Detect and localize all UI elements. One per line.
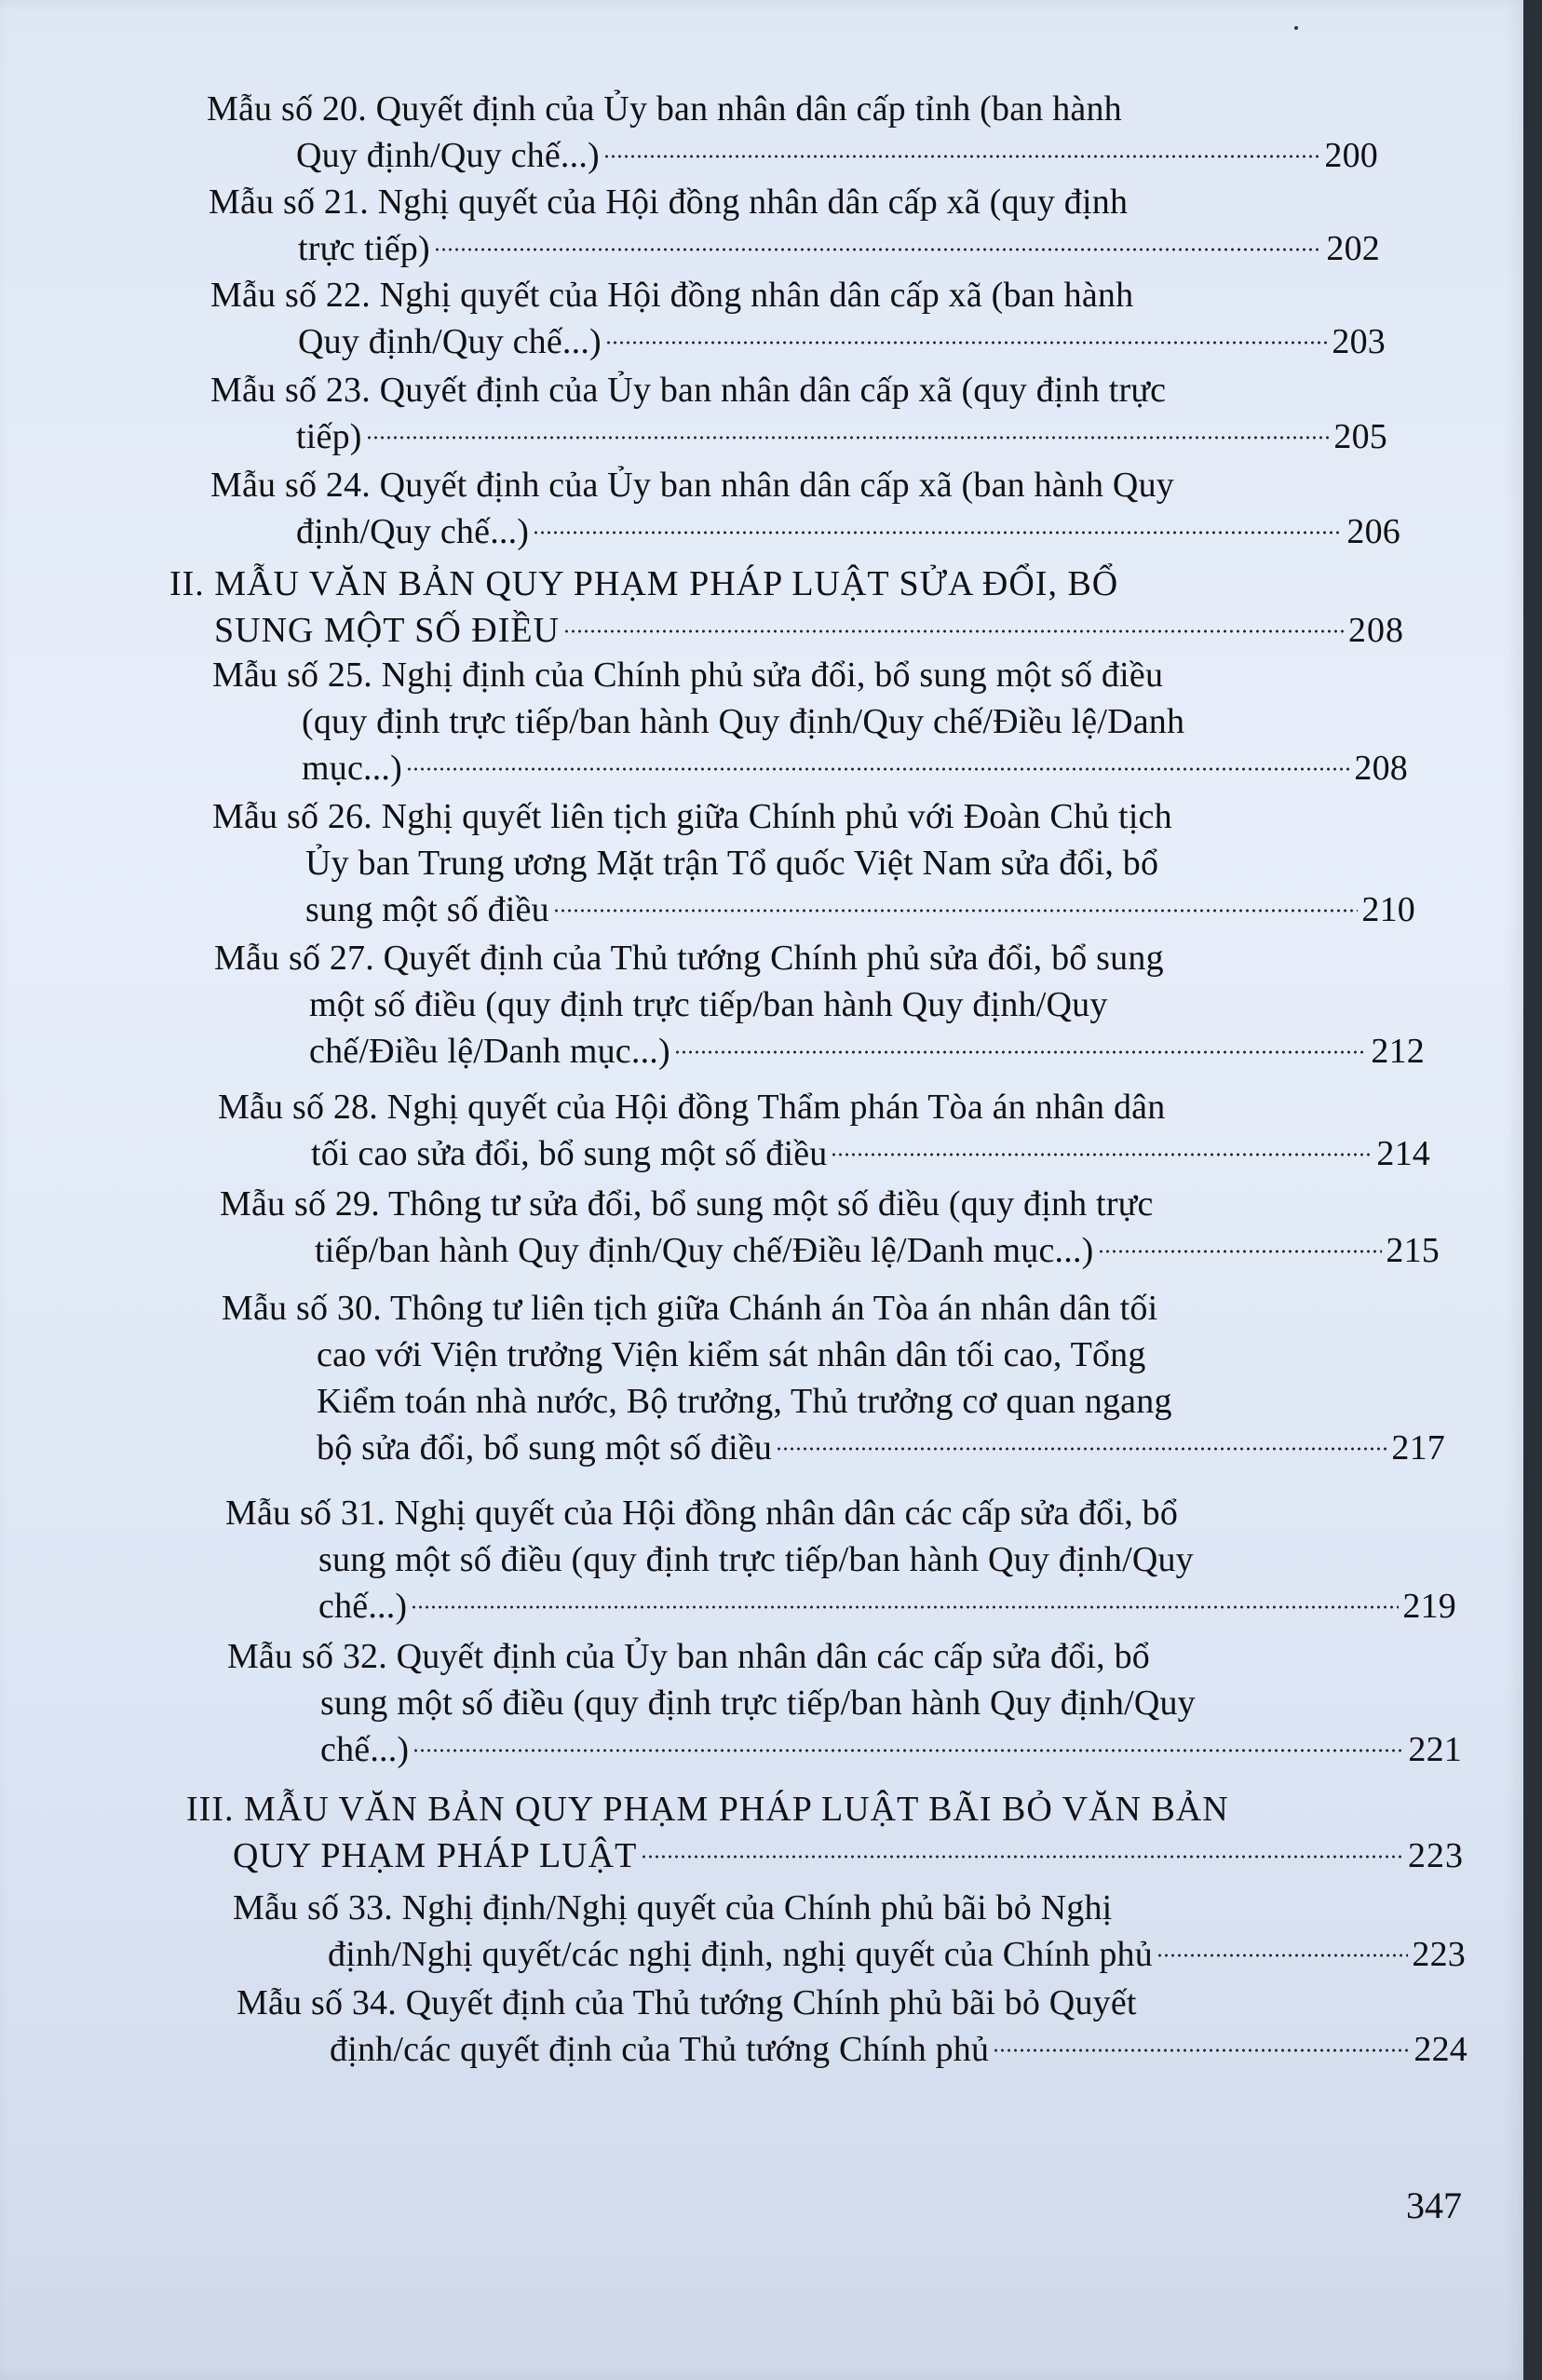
toc-entry-line: Mẫu số 28. Nghị quyết của Hội đồng Thẩm phán Tòa án nhân dân xyxy=(218,1088,1166,1127)
toc-entry-title-end: chế...) xyxy=(320,1730,410,1769)
dot-leader xyxy=(603,155,1321,158)
toc-page-number: 224 xyxy=(1414,2030,1468,2069)
toc-page-number: 205 xyxy=(1333,417,1387,456)
toc-entry-line: Mẫu số 22. Nghị quyết của Hội đồng nhân dân cấp xã (ban hành xyxy=(210,276,1134,315)
dot-leader xyxy=(776,1447,1387,1451)
toc-entry-title-end: mục...) xyxy=(302,749,402,788)
toc-page-number: 208 xyxy=(1348,611,1404,650)
toc-entry-line: Kiểm toán nhà nước, Bộ trưởng, Thủ trưởng cơ quan ngang xyxy=(317,1382,1172,1421)
dot-leader xyxy=(406,767,1350,771)
dot-leader xyxy=(366,436,1331,439)
dot-leader xyxy=(411,1605,1399,1609)
toc-entry xyxy=(186,1786,1464,1879)
toc-page-number: 203 xyxy=(1332,322,1386,361)
toc-entry-line: Mẫu số 20. Quyết định của Ủy ban nhân dân cấp tỉnh (ban hành xyxy=(207,89,1122,128)
dot-leader xyxy=(553,909,1359,913)
toc-page-number: 217 xyxy=(1391,1428,1445,1467)
toc-entry-title-end: QUY PHẠM PHÁP LUẬT xyxy=(233,1836,638,1875)
toc-page-number: 208 xyxy=(1354,749,1408,788)
toc-entry xyxy=(214,935,1425,1075)
toc-entry-line: Mẫu số 26. Nghị quyết liên tịch giữa Chính phủ với Đoàn Chủ tịch xyxy=(212,797,1172,836)
toc-entry xyxy=(210,462,1400,555)
toc-entry xyxy=(233,1885,1466,1978)
toc-page-number: 214 xyxy=(1376,1134,1430,1173)
toc-entry-title-end: chế/Điều lệ/Danh mục...) xyxy=(309,1032,670,1071)
toc-entry-title-end: tiếp) xyxy=(296,417,362,456)
toc-entry-line: Mẫu số 24. Quyết định của Ủy ban nhân dân cấp xã (ban hành Quy xyxy=(210,466,1174,505)
toc-page-number: 210 xyxy=(1361,890,1415,929)
toc-entry-line: Mẫu số 21. Nghị quyết của Hội đồng nhân dân cấp xã (quy định xyxy=(209,183,1129,222)
toc-entry xyxy=(207,86,1378,179)
toc-entry xyxy=(212,652,1408,791)
toc-entry-line: một số điều (quy định trực tiếp/ban hành Quy định/Quy xyxy=(309,985,1108,1024)
dot-leader xyxy=(674,1050,1368,1054)
toc-page-number: 212 xyxy=(1371,1032,1425,1071)
toc-entry-line: Mẫu số 27. Quyết định của Thủ tướng Chính phủ sửa đổi, bổ sung xyxy=(214,939,1164,978)
toc-page-number: 223 xyxy=(1408,1836,1464,1875)
dot-leader xyxy=(434,248,1323,251)
toc-entry xyxy=(210,367,1387,460)
toc-entry-title-end: định/các quyết định của Thủ tướng Chính phủ xyxy=(330,2030,990,2069)
toc-page-number: 219 xyxy=(1402,1587,1456,1626)
toc-page-number: 202 xyxy=(1326,229,1380,268)
dot-leader xyxy=(605,341,1329,345)
toc-entry-title-end: bộ sửa đổi, bổ sung một số điều xyxy=(317,1428,773,1467)
dot-leader xyxy=(533,531,1343,534)
toc-entry xyxy=(210,272,1386,365)
toc-entry-title-end: tiếp/ban hành Quy định/Quy chế/Điều lệ/Danh mục...) xyxy=(315,1231,1094,1270)
toc-entry-line: Mẫu số 30. Thông tư liên tịch giữa Chánh án Tòa án nhân dân tối xyxy=(222,1289,1158,1328)
toc-entry-line: II. MẪU VĂN BẢN QUY PHẠM PHÁP LUẬT SỬA ĐỔI, BỔ xyxy=(169,564,1119,603)
toc-entry xyxy=(220,1181,1440,1274)
dot-leader xyxy=(1098,1250,1383,1253)
toc-entry-line: Mẫu số 34. Quyết định của Thủ tướng Chính phủ bãi bỏ Quyết xyxy=(237,1983,1137,2022)
page-number: 347 xyxy=(1406,2184,1462,2226)
toc-entry-title-end: định/Nghị quyết/các nghị định, nghị quyết của Chính phủ xyxy=(328,1935,1153,1974)
toc-entry xyxy=(222,1285,1445,1471)
toc-entry-line: Mẫu số 33. Nghị định/Nghị quyết của Chính phủ bãi bỏ Nghị xyxy=(233,1888,1113,1927)
toc-entry xyxy=(225,1490,1456,1629)
toc-page-number: 206 xyxy=(1346,512,1400,551)
dot-leader xyxy=(1156,1954,1408,1957)
toc-entry xyxy=(169,561,1404,654)
toc-entry-line: Mẫu số 31. Nghị quyết của Hội đồng nhân dân các cấp sửa đổi, bổ xyxy=(225,1494,1179,1533)
toc-entry-line: Mẫu số 29. Thông tư sửa đổi, bổ sung một số điều (quy định trực xyxy=(220,1184,1154,1224)
toc-entry-title-end: định/Quy chế...) xyxy=(296,512,530,551)
toc-entry-line: cao với Viện trưởng Viện kiểm sát nhân dân tối cao, Tổng xyxy=(317,1335,1146,1374)
toc-entry-title-end: SUNG MỘT SỐ ĐIỀU xyxy=(214,611,561,650)
toc-entry-line: sung một số điều (quy định trực tiếp/ban hành Quy định/Quy xyxy=(318,1540,1194,1579)
toc-entry-line: Mẫu số 25. Nghị định của Chính phủ sửa đổi, bổ sung một số điều xyxy=(212,656,1164,695)
toc-entry xyxy=(212,793,1415,933)
toc-entry-line: (quy định trực tiếp/ban hành Quy định/Quy chế/Điều lệ/Danh xyxy=(302,702,1185,741)
toc-entry-line: Mẫu số 32. Quyết định của Ủy ban nhân dân các cấp sửa đổi, bổ xyxy=(227,1637,1150,1676)
dot-leader xyxy=(831,1153,1373,1156)
toc-entry-line: Ủy ban Trung ương Mặt trận Tổ quốc Việt Nam sửa đổi, bổ xyxy=(305,844,1159,883)
toc-entry-title-end: tối cao sửa đổi, bổ sung một số điều xyxy=(311,1134,828,1173)
toc-entry-line: sung một số điều (quy định trực tiếp/ban hành Quy định/Quy xyxy=(320,1684,1196,1723)
toc-page-number: 215 xyxy=(1386,1231,1440,1270)
dot-leader xyxy=(563,629,1345,633)
toc-entry xyxy=(237,1980,1468,2073)
toc-entry-line: III. MẪU VĂN BẢN QUY PHẠM PHÁP LUẬT BÃI BỎ VĂN BẢN xyxy=(186,1790,1229,1829)
toc-entry xyxy=(218,1084,1430,1177)
toc-entry-title-end: sung một số điều xyxy=(305,890,549,929)
toc-entry-title-end: chế...) xyxy=(318,1587,408,1626)
toc-page-number: 221 xyxy=(1408,1730,1462,1769)
toc-entry xyxy=(209,179,1380,272)
dot-leader xyxy=(993,2049,1410,2052)
toc-page-number: 223 xyxy=(1412,1935,1466,1974)
dot-leader xyxy=(413,1749,1404,1752)
toc-entry-title-end: Quy định/Quy chế...) xyxy=(298,322,602,361)
toc-entry-line: Mẫu số 23. Quyết định của Ủy ban nhân dân cấp xã (quy định trực xyxy=(210,371,1167,410)
toc-entry-title-end: trực tiếp) xyxy=(298,229,430,268)
dot-leader xyxy=(641,1855,1404,1859)
toc-entry-title-end: Quy định/Quy chế...) xyxy=(296,136,600,175)
toc-page-number: 200 xyxy=(1324,136,1378,175)
toc-entry xyxy=(227,1633,1462,1773)
